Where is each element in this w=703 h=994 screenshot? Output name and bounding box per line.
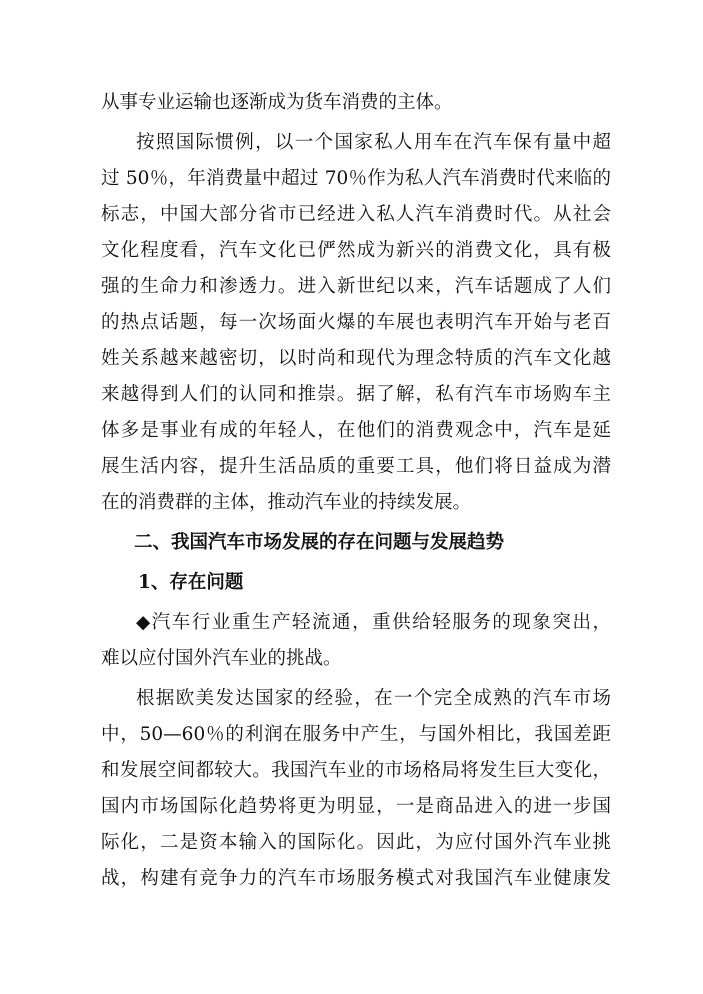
paragraph-line: 的热点话题，每一次场面火爆的车展也表明汽车开始与老百 xyxy=(101,312,611,333)
paragraph-line: 强的生命力和渗透力。进入新世纪以来，汽车话题成了人们 xyxy=(101,276,611,297)
paragraph-line: 来越得到人们的认同和推崇。据了解，私有汽车市场购车主 xyxy=(101,384,611,405)
paragraph-line: 和发展空间都较大。我国汽车业的市场格局将发生巨大变化， xyxy=(101,760,611,781)
subsection-heading: 1、存在问题 xyxy=(138,572,244,593)
bullet-line: ◆汽车行业重生产轻流通，重供给轻服务的现象突出， xyxy=(136,612,611,633)
paragraph-line: 国内市场国际化趋势将更为明显，一是商品进入的进一步国 xyxy=(101,796,611,817)
bullet-line: 难以应付国外汽车业的挑战。 xyxy=(101,648,342,669)
paragraph-line: 文化程度看，汽车文化已俨然成为新兴的消费文化，具有极 xyxy=(101,240,611,261)
paragraph-line: 标志，中国大部分省市已经进入私人汽车消费时代。从社会 xyxy=(101,204,611,225)
paragraph-line: 姓关系越来越密切，以时尚和现代为理念特质的汽车文化越 xyxy=(101,348,611,369)
section-heading: 二、我国汽车市场发展的存在问题与发展趋势 xyxy=(134,532,505,553)
paragraph-line: 在的消费群的主体，推动汽车业的持续发展。 xyxy=(101,492,472,513)
paragraph-line: 过 50％，年消费量中超过 70％作为私人汽车消费时代来临的 xyxy=(101,168,611,189)
paragraph-line: 从事专业运输也逐渐成为货车消费的主体。 xyxy=(101,92,453,113)
paragraph-line: 际化，二是资本输入的国际化。因此，为应付国外汽车业挑 xyxy=(101,832,611,853)
paragraph-line: 按照国际惯例，以一个国家私人用车在汽车保有量中超 xyxy=(136,132,611,153)
paragraph-line: 中，50—60％的利润在服务中产生，与国外相比，我国差距 xyxy=(101,724,611,745)
paragraph-line: 根据欧美发达国家的经验，在一个完全成熟的汽车市场 xyxy=(136,688,611,709)
paragraph-line: 展生活内容，提升生活品质的重要工具，他们将日益成为潜 xyxy=(101,456,611,477)
paragraph-line: 战，构建有竞争力的汽车市场服务模式对我国汽车业健康发 xyxy=(101,868,611,889)
paragraph-line: 体多是事业有成的年轻人，在他们的消费观念中，汽车是延 xyxy=(101,420,611,441)
